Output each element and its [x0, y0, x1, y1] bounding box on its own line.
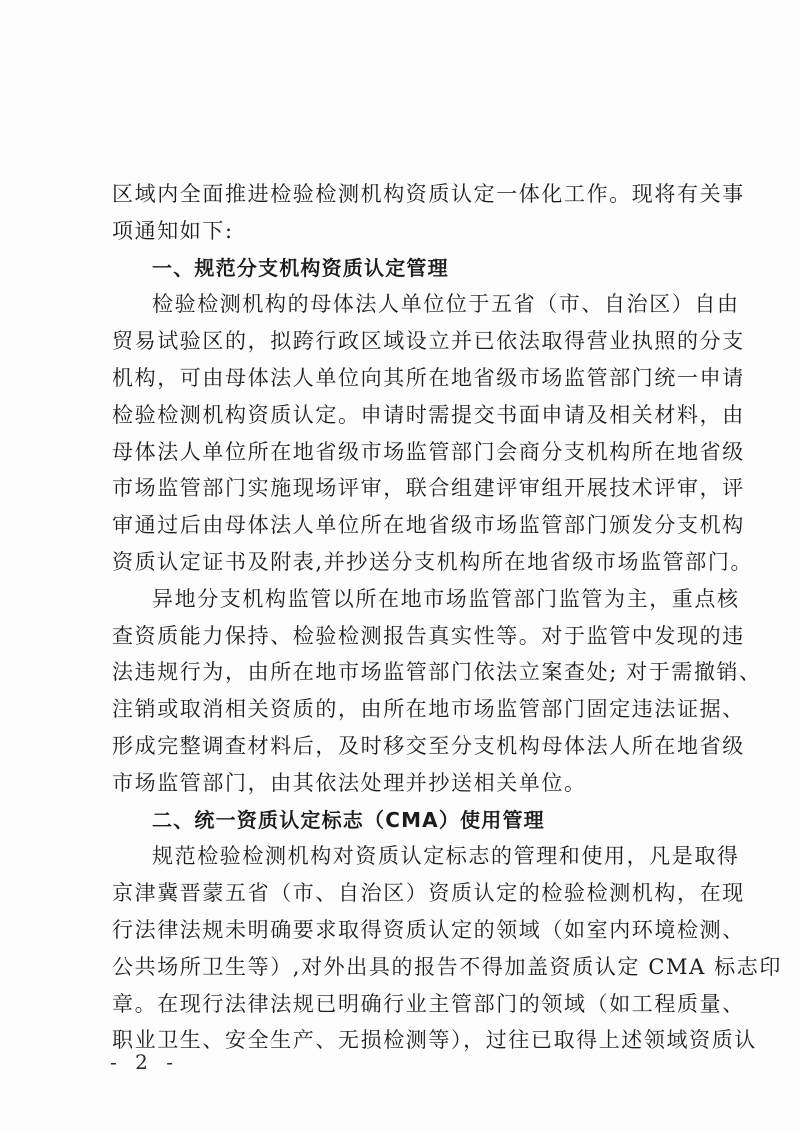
paragraph-line: 机构，可由母体法人单位向其所在地省级市场监管部门统一申请 — [112, 365, 745, 390]
paragraph-line: 异地分支机构监管以所在地市场监管部门监管为主，重点核 — [152, 586, 740, 611]
paragraph-line: 审通过后由母体法人单位所在地省级市场监管部门颁发分支机构 — [112, 513, 745, 538]
paragraph-line: 公共场所卫生等）,对外出具的报告不得加盖资质认定 CMA 标志印 — [112, 954, 782, 979]
section-heading-2: 二、统一资质认定标志（CMA）使用管理 — [152, 807, 545, 832]
section-heading-1: 一、规范分支机构资质认定管理 — [152, 255, 449, 280]
paragraph-line: 母体法人单位所在地省级市场监管部门会商分支机构所在地省级 — [112, 439, 745, 464]
paragraph-line: 京津冀晋蒙五省（市、自治区）资质认定的检验检测机构，在现 — [112, 881, 745, 906]
paragraph-line: 区域内全面推进检验检测机构资质认定一体化工作。现将有关事 — [112, 182, 745, 206]
paragraph-line: 项通知如下: — [112, 218, 234, 243]
paragraph-line: 贸易试验区的，拟跨行政区域设立并已依法取得营业执照的分支 — [112, 329, 745, 354]
paragraph-line: 检验检测机构资质认定。申请时需提交书面申请及相关材料，由 — [112, 402, 745, 427]
paragraph-line: 市场监管部门，由其依法处理并抄送相关单位。 — [112, 770, 587, 795]
paragraph-line: 检验检测机构的母体法人单位位于五省（市、自治区）自由 — [152, 292, 740, 317]
paragraph-line: 注销或取消相关资质的，由所在地市场监管部门固定违法证据、 — [112, 697, 745, 722]
paragraph-line: 规范检验检测机构对资质认定标志的管理和使用，凡是取得 — [152, 844, 740, 869]
paragraph-line: 章。在现行法律法规已明确行业主管部门的领域（如工程质量、 — [112, 991, 745, 1016]
paragraph-line: 查资质能力保持、检验检测报告真实性等。对于监管中发现的违 — [112, 623, 745, 648]
page-number: - 2 - — [110, 1050, 179, 1074]
paragraph-line: 行法律法规未明确要求取得资质认定的领域（如室内环境检测、 — [112, 917, 745, 942]
paragraph-line: 职业卫生、安全生产、无损检测等），过往已取得上述领域资质认 — [112, 1028, 757, 1053]
paragraph-line: 法违规行为，由所在地市场监管部门依法立案查处; 对于需撤销、 — [112, 660, 762, 685]
paragraph-line: 资质认定证书及附表,并抄送分支机构所在地省级市场监管部门。 — [112, 549, 754, 574]
document-body — [112, 176, 782, 1059]
paragraph-line: 市场监管部门实施现场评审，联合组建评审组开展技术评审，评 — [112, 476, 745, 501]
paragraph-line: 形成完整调查材料后，及时移交至分支机构母体法人所在地省级 — [112, 733, 745, 758]
